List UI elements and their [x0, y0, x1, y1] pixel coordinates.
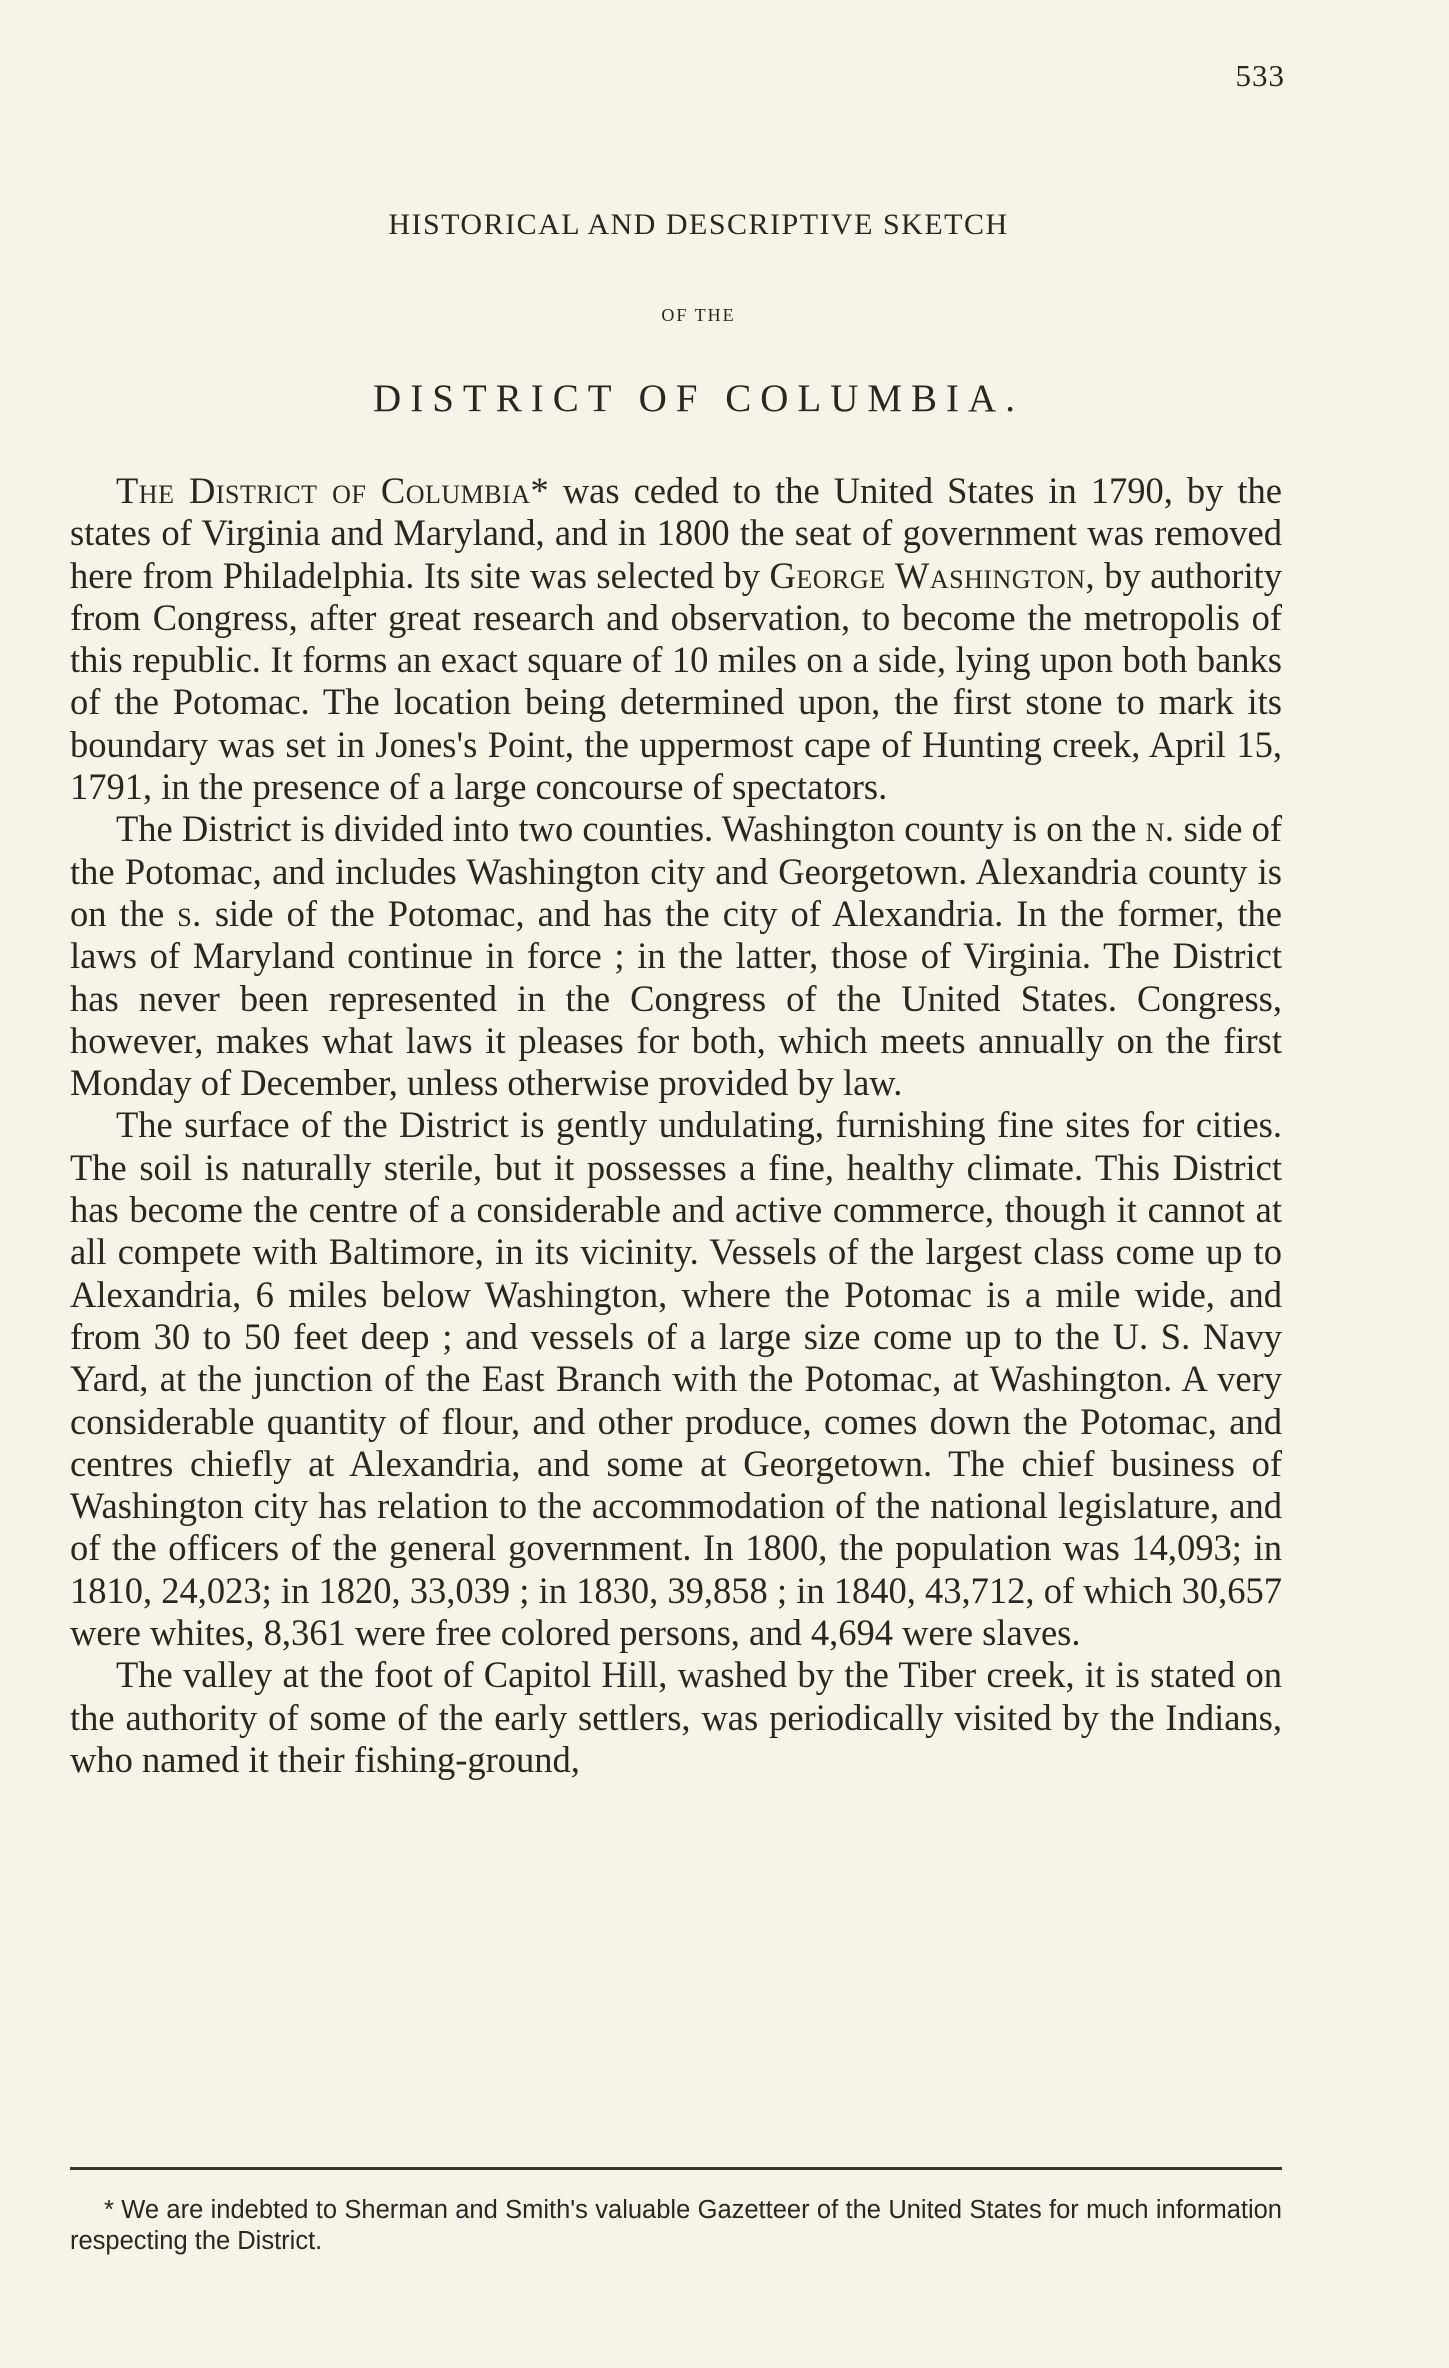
section-subtitle: DISTRICT OF COLUMBIA. — [373, 377, 1024, 420]
footnote — [70, 2195, 1282, 2257]
paragraph-2-text-c: side of the Potomac, and has the city of Alexandria. In the former, the laws of Maryland continue in force ; in the latter, those of Virginia. The District has never been represented in the Congress of the United States. Congress, however, makes what laws it pleases for both, which meets annually on the first Monday of December, unless otherwise provided by law. — [70, 892, 1282, 1104]
direction-north: n. — [1145, 808, 1175, 850]
footnote-marker: * — [530, 470, 549, 511]
washington-small-caps: George Washington — [769, 554, 1086, 596]
paragraph-2-text-a: The District is divided into two counties. Washington county is on the — [116, 808, 1146, 850]
footnote-divider — [70, 2167, 1282, 2170]
direction-south: s. — [177, 892, 202, 934]
footnote-text: * We are indebted to Sherman and Smith's valuable Gazetteer of the United States for much information respecting the District. — [70, 2196, 1282, 2255]
paragraph-1 — [70, 470, 1282, 808]
paragraph-1-text-a: was ceded to the United States in 1790, by the states of Virginia and Maryland, and in 1800 the seat of government was removed here from Philadelphia. Its site was selected by — [70, 470, 1283, 596]
paragraph-2 — [70, 808, 1282, 1104]
paragraph-4: The valley at the foot of Capitol Hill, washed by the Tiber creek, it is stated on the authority of some of the early settlers, was periodically visited by the Indians, who named it their fishing-ground, — [70, 1654, 1282, 1780]
section-title-connector: OF THE — [661, 305, 736, 325]
section-title: HISTORICAL AND DESCRIPTIVE SKETCH — [388, 208, 1009, 241]
paragraph-2-text-b: side of the Potomac, and includes Washington city and Georgetown. Alexandria county is on the — [70, 808, 1282, 934]
body-text — [70, 470, 1282, 1781]
district-name-small-caps: The District of Columbia — [116, 470, 531, 511]
page-number: 533 — [1235, 58, 1285, 93]
paragraph-3: The surface of the District is gently undulating, furnishing fine sites for cities. The soil is naturally sterile, but it possesses a fine, healthy climate. This District has become the centre of a considerable and active commerce, though it cannot at all compete with Baltimore, in its vicinity. Vessels of the largest class come up to Alexandria, 6 miles below Washington, where the Potomac is a mile wide, and from 30 to 50 feet deep ; and vessels of a large size come up to the U. S. Navy Yard, at the junction of the East Branch with the Potomac, at Washington. A very considerable quantity of flour, and other produce, comes down the Potomac, and centres chiefly at Alexandria, and some at Georgetown. The chief business of Washington city has relation to the accommodation of the national legislature, and of the officers of the general government. In 1800, the population was 14,093; in 1810, 24,023; in 1820, 33,039 ; in 1830, 39,858 ; in 1840, 43,712, of which 30,657 were whites, 8,361 were free colored persons, and 4,694 were slaves. — [70, 1104, 1282, 1654]
paragraph-1-text-b: , by authority from Congress, after great research and observation, to become the metropolis of this republic. It forms an exact square of 10 miles on a side, lying upon both banks of the Potomac. The location being determined upon, the first stone to mark its boundary was set in Jones's Point, the uppermost cape of Hunting creek, April 15, 1791, in the presence of a large concourse of spectators. — [70, 554, 1282, 808]
